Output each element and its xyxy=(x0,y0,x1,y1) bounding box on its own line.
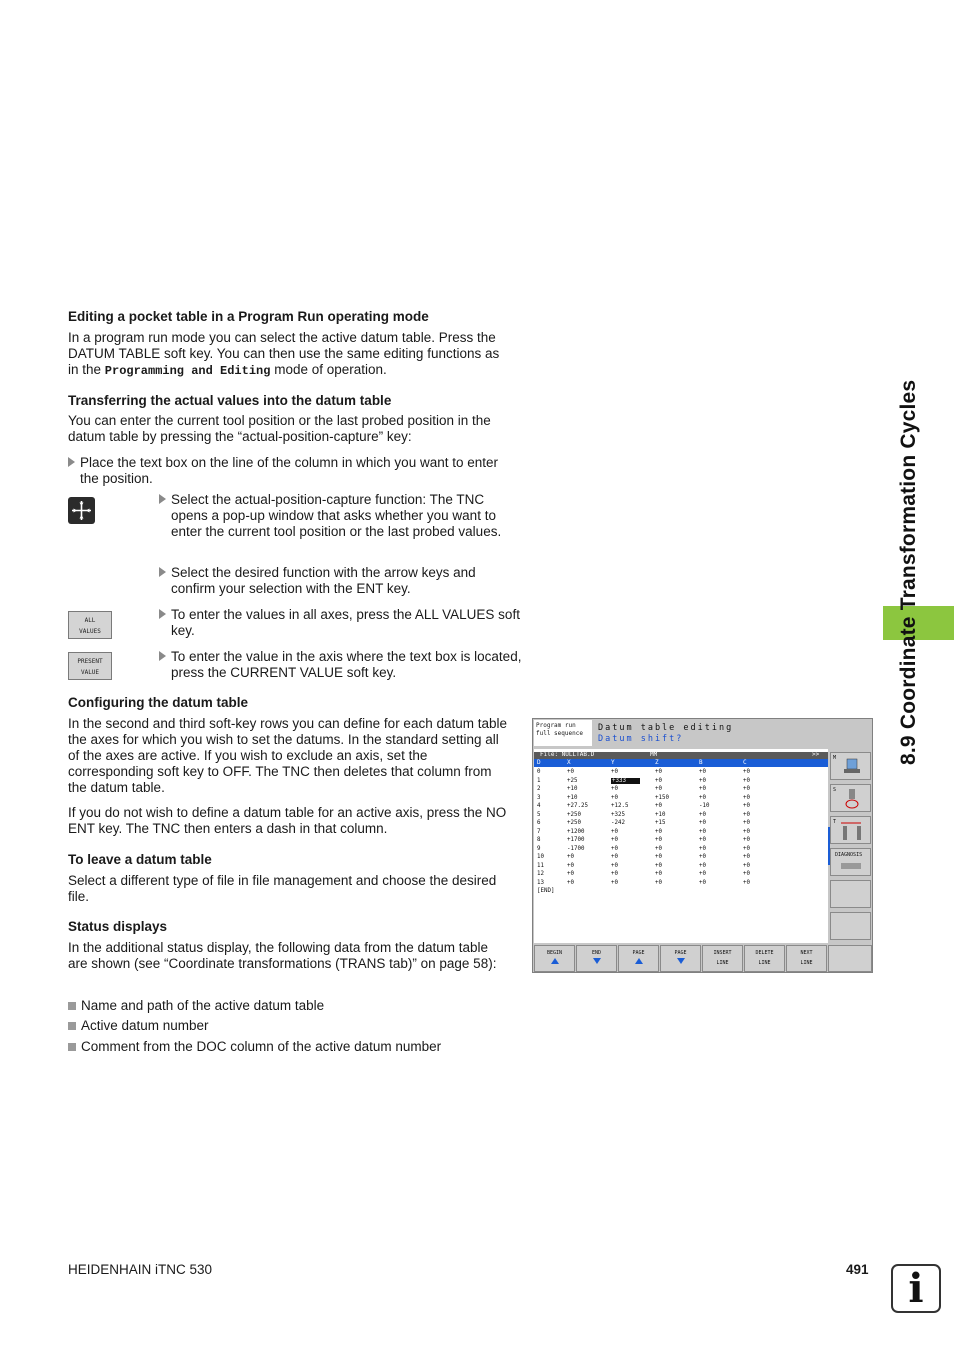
step-current-value: To enter the value in the axis where the text box is located, press the CURRENT VALUE soft key. xyxy=(159,649,523,681)
table-row xyxy=(534,829,828,838)
arrow-up-icon xyxy=(551,958,559,964)
chapter-title: 8.9 Coordinate Transformation Cycles xyxy=(897,379,920,765)
file-line: File: NULLTAB.D MM >> xyxy=(534,752,828,759)
table-cell: +0 xyxy=(611,854,618,860)
table-cell: +0 xyxy=(699,871,706,877)
page-up-softkey: PAGE xyxy=(618,945,659,972)
list-item: Name and path of the active datum table xyxy=(68,998,508,1014)
table-cell: +0 xyxy=(699,811,706,818)
table-cell: +0 xyxy=(699,820,706,826)
table-cell: +0 xyxy=(611,845,618,852)
screen-title: Datum table editing xyxy=(598,723,734,733)
paragraph-status-displays: In the additional status display, the following data from the datum table are shown (see “Coordinate transformations (TRANS tab)” on page 58): xyxy=(68,940,497,971)
table-header: D X Y Z B C xyxy=(534,759,828,767)
m-function-key: M xyxy=(830,752,871,780)
table-cell: +250 xyxy=(567,811,581,818)
table-cell: 6 xyxy=(537,820,541,826)
table-cell: +27.25 xyxy=(567,803,588,809)
table-cell: +0 xyxy=(743,871,750,877)
next-line-softkey: NEXT LINE xyxy=(786,945,827,972)
table-cell: +0 xyxy=(611,828,618,835)
table-cell: +0 xyxy=(743,828,750,835)
table-cell: 1 xyxy=(537,777,541,784)
paragraph-leave-table: Select a different type of file in file management and choose the desired file. xyxy=(68,873,497,904)
table-cell: +0 xyxy=(699,777,706,784)
table-cell: 7 xyxy=(537,828,541,835)
screen-title-box xyxy=(592,720,872,746)
step-all-values: To enter the values in all axes, press the ALL VALUES soft key. xyxy=(159,607,523,639)
softkey-row xyxy=(534,945,872,972)
table-cell: +0 xyxy=(743,845,750,852)
table-cell: 11 xyxy=(537,862,544,869)
footer-product: HEIDENHAIN iTNC 530 xyxy=(68,1262,213,1277)
table-cell: +0 xyxy=(567,862,574,869)
table-row xyxy=(534,786,828,795)
table-cell: -10 xyxy=(699,803,710,809)
table-row xyxy=(534,837,828,846)
table-cell: +0 xyxy=(743,862,750,869)
empty-side-key xyxy=(830,880,871,908)
triangle-bullet-icon xyxy=(159,567,166,577)
arrow-up-icon xyxy=(635,958,643,964)
triangle-bullet-icon xyxy=(159,609,166,619)
table-cell: +0 xyxy=(743,837,750,843)
table-cell: +0 xyxy=(743,777,750,784)
table-cell: +0 xyxy=(655,777,662,784)
info-icon: i xyxy=(891,1264,941,1313)
heading-transferring-values: Transferring the actual values into the datum table xyxy=(68,393,392,408)
table-row xyxy=(534,854,828,863)
table-cell: +0 xyxy=(743,854,750,860)
table-cell: +0 xyxy=(655,862,662,869)
table-cell: +0 xyxy=(567,769,574,775)
table-cell: +0 xyxy=(655,879,662,886)
triangle-bullet-icon xyxy=(159,494,166,504)
empty-side-key xyxy=(830,912,871,940)
table-cell: 12 xyxy=(537,871,544,877)
table-cell: 4 xyxy=(537,803,541,809)
arrow-down-icon xyxy=(677,958,685,964)
delete-line-softkey: DELETE LINE xyxy=(744,945,785,972)
table-cell: +0 xyxy=(611,794,618,801)
end-softkey: END xyxy=(576,945,617,972)
square-bullet-icon xyxy=(68,1022,76,1030)
table-cell: +0 xyxy=(699,837,706,843)
list-item: Comment from the DOC column of the active datum number xyxy=(68,1039,508,1055)
heading-status-displays: Status displays xyxy=(68,919,168,934)
t-tool-key: T xyxy=(830,816,871,844)
table-cell: +1700 xyxy=(567,837,585,843)
tnc-screen-screenshot xyxy=(532,718,873,973)
list-item: Active datum number xyxy=(68,1018,508,1034)
table-cell: +0 xyxy=(699,862,706,869)
table-cell: -1700 xyxy=(567,845,585,852)
table-cell: 10 xyxy=(537,854,544,860)
triangle-bullet-icon xyxy=(159,651,166,661)
step-select-desired-function: Select the desired function with the arrow keys and confirm your selection with the ENT key. xyxy=(159,565,523,597)
screen-prompt: Datum shift? xyxy=(598,734,684,744)
table-cell: +0 xyxy=(655,786,662,792)
diagnosis-key: DIAGNOSIS xyxy=(830,848,871,876)
table-row xyxy=(534,769,828,778)
table-cell: +0 xyxy=(611,879,618,886)
s-spindle-key: S xyxy=(830,784,871,812)
table-cell: +10 xyxy=(655,811,666,818)
datum-table xyxy=(534,749,828,943)
paragraph-transferring-values: You can enter the current tool position or the last probed position in the datum table by pressing the “actual-position-capture” key: xyxy=(68,413,491,444)
heading-leave-table: To leave a datum table xyxy=(68,852,212,867)
table-cell: +12.5 xyxy=(611,803,629,809)
table-cell: +0 xyxy=(699,879,706,886)
table-cell: +0 xyxy=(611,862,618,869)
table-cell: +150 xyxy=(655,794,669,801)
table-row xyxy=(534,778,828,787)
table-cell: 2 xyxy=(537,786,541,792)
paragraph-configuring-2: If you do not wish to define a datum table for an active axis, press the NO ENT key. The TNC then enters a dash in that column. xyxy=(68,805,507,836)
table-cell: +1200 xyxy=(567,828,585,835)
table-cell: +0 xyxy=(655,828,662,835)
square-bullet-icon xyxy=(68,1043,76,1051)
table-cell: -242 xyxy=(611,820,625,826)
table-row xyxy=(534,846,828,855)
table-cell: +0 xyxy=(655,845,662,852)
paragraph-configuring-1: In the second and third soft-key rows you can define for each datum table the axes for which you wish to set the datums. In the standard setting all of the axes are active. If you wish to exclude an axis, set the corresponding soft key to OFF. The TNC then deletes that column from the datum table. xyxy=(68,716,508,795)
table-cell: +0 xyxy=(743,794,750,801)
table-cell: 8 xyxy=(537,837,541,843)
table-cell: +0 xyxy=(567,871,574,877)
actual-position-capture-key-icon xyxy=(68,497,95,524)
arrow-down-icon xyxy=(593,958,601,964)
status-softkey-column xyxy=(830,749,872,943)
table-cell: +250 xyxy=(567,820,581,826)
mode-name: Programming and Editing xyxy=(104,364,271,378)
table-cell: +0 xyxy=(611,786,618,792)
page-number: 491 xyxy=(846,1262,869,1277)
table-cell: +0 xyxy=(743,769,750,775)
table-cell: +10 xyxy=(567,786,578,792)
table-cell: +0 xyxy=(655,854,662,860)
table-cell: 0 xyxy=(537,769,541,775)
table-cell: +0 xyxy=(655,769,662,775)
table-cell: +0 xyxy=(743,803,750,809)
operating-mode-box: Program run full sequence xyxy=(534,720,592,746)
table-cell: +0 xyxy=(611,871,618,877)
insert-line-softkey: INSERT LINE xyxy=(702,945,743,972)
table-cell: +0 xyxy=(611,837,618,843)
table-cell: +0 xyxy=(743,879,750,886)
square-bullet-icon xyxy=(68,1002,76,1010)
begin-softkey: BEGIN xyxy=(534,945,575,972)
triangle-bullet-icon xyxy=(68,457,75,467)
table-cell: +0 xyxy=(699,786,706,792)
heading-configuring: Configuring the datum table xyxy=(68,695,248,710)
table-cell: 3 xyxy=(537,794,541,801)
all-values-softkey-image: ALL VALUES xyxy=(68,611,112,639)
empty-softkey xyxy=(828,945,872,972)
step-select-capture-function: Select the actual-position-capture function: The TNC opens a pop-up window that asks whether you want to enter the current tool position or the last probed values. xyxy=(159,492,523,540)
table-cell: +0 xyxy=(743,811,750,818)
table-cell: +0 xyxy=(567,879,574,886)
page-down-softkey: PAGE xyxy=(660,945,701,972)
table-cell: +0 xyxy=(655,871,662,877)
table-cell: +0 xyxy=(699,828,706,835)
table-cell: 5 xyxy=(537,811,541,818)
table-row xyxy=(534,871,828,880)
table-end-marker: [END] xyxy=(537,888,555,894)
table-row xyxy=(534,795,828,804)
table-cell: +0 xyxy=(655,803,662,809)
table-cell: 9 xyxy=(537,845,541,852)
paragraph-pocket-table: In a program run mode you can select the active datum table. Press the DATUM TABLE soft key. You can then use the same editing functions as in the Programming and Editing mode of operation. xyxy=(68,330,500,378)
table-row xyxy=(534,812,828,821)
present-value-softkey-image: PRESENT VALUE xyxy=(68,652,112,680)
table-row xyxy=(534,863,828,872)
table-cell: +0 xyxy=(699,794,706,801)
table-cell: +0 xyxy=(699,769,706,775)
heading-pocket-table: Editing a pocket table in a Program Run operating mode xyxy=(68,309,429,324)
chapter-side-tab xyxy=(883,0,954,765)
table-cell: +0 xyxy=(699,845,706,852)
table-cell: +0 xyxy=(567,854,574,860)
table-cell: +0 xyxy=(743,820,750,826)
active-table-cell: +333 xyxy=(611,778,640,784)
table-row xyxy=(534,820,828,829)
table-cell: +10 xyxy=(567,794,578,801)
table-cell: +0 xyxy=(655,837,662,843)
table-cell: 13 xyxy=(537,879,544,886)
table-cell: +0 xyxy=(611,769,618,775)
table-cell: +0 xyxy=(743,786,750,792)
table-row xyxy=(534,880,828,889)
table-cell: +15 xyxy=(655,820,666,826)
step-place-text-box: Place the text box on the line of the column in which you want to enter the position. xyxy=(68,455,520,487)
table-cell: +25 xyxy=(567,777,578,784)
table-row xyxy=(534,803,828,812)
table-cell: +0 xyxy=(699,854,706,860)
table-cell: +325 xyxy=(611,811,625,818)
